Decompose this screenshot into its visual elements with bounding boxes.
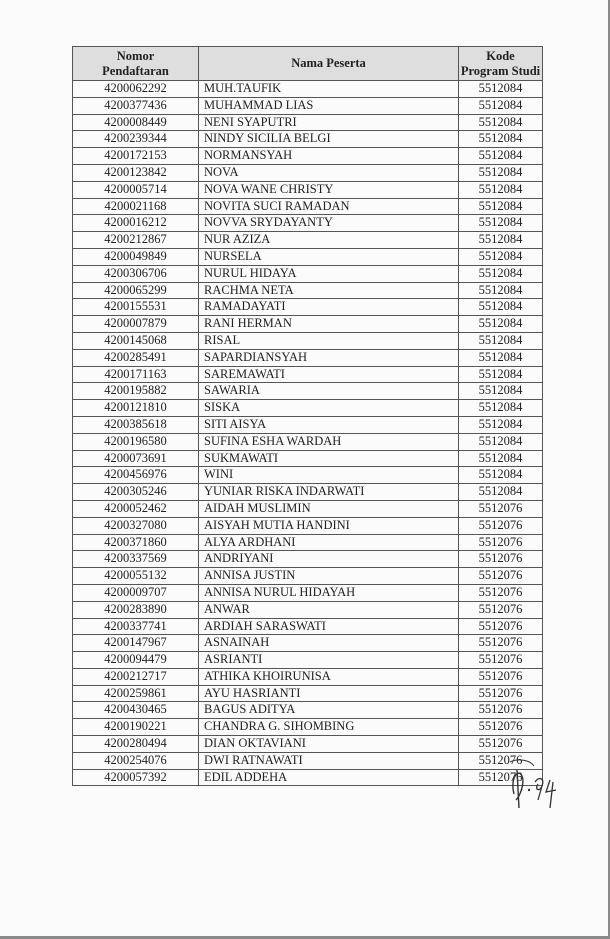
cell-nama-peserta: ASNAINAH (199, 635, 459, 652)
cell-nomor-pendaftaran: 4200094479 (73, 652, 199, 669)
cell-kode-program-studi: 5512084 (459, 248, 543, 265)
table-row (73, 164, 543, 181)
cell-nomor-pendaftaran: 4200052462 (73, 500, 199, 517)
cell-nama-peserta: NOVVA SRYDAYANTY (199, 215, 459, 232)
cell-nama-peserta: SAPARDIANSYAH (199, 349, 459, 366)
cell-kode-program-studi: 5512084 (459, 164, 543, 181)
table-row (73, 584, 543, 601)
cell-nama-peserta: NINDY SICILIA BELGI (199, 131, 459, 148)
cell-nomor-pendaftaran: 4200123842 (73, 164, 199, 181)
cell-kode-program-studi: 5512084 (459, 467, 543, 484)
cell-nomor-pendaftaran: 4200254076 (73, 752, 199, 769)
table-row (73, 668, 543, 685)
cell-nama-peserta: YUNIAR RISKA INDARWATI (199, 484, 459, 501)
cell-nomor-pendaftaran: 4200065299 (73, 282, 199, 299)
header-nomor-line1: Nomor (116, 48, 155, 63)
table-row (73, 484, 543, 501)
table-row (73, 551, 543, 568)
cell-nomor-pendaftaran: 4200305246 (73, 484, 199, 501)
cell-nomor-pendaftaran: 4200073691 (73, 450, 199, 467)
cell-kode-program-studi: 5512076 (459, 769, 543, 786)
cell-kode-program-studi: 5512076 (459, 601, 543, 618)
table-row (73, 232, 543, 249)
participants-table (72, 46, 543, 786)
cell-nama-peserta: SAWARIA (199, 383, 459, 400)
cell-kode-program-studi: 5512084 (459, 282, 543, 299)
cell-kode-program-studi: 5512076 (459, 618, 543, 635)
table-row (73, 299, 543, 316)
table-row (73, 635, 543, 652)
cell-nama-peserta: NOVA (199, 164, 459, 181)
cell-nama-peserta: NOVITA SUCI RAMADAN (199, 198, 459, 215)
table-row (73, 148, 543, 165)
cell-kode-program-studi: 5512076 (459, 584, 543, 601)
cell-nomor-pendaftaran: 4200155531 (73, 299, 199, 316)
table-row (73, 81, 543, 98)
cell-nomor-pendaftaran: 4200016212 (73, 215, 199, 232)
cell-nama-peserta: AYU HASRIANTI (199, 685, 459, 702)
header-kode-program-studi (459, 47, 543, 81)
cell-nama-peserta: NUR AZIZA (199, 232, 459, 249)
cell-kode-program-studi: 5512076 (459, 551, 543, 568)
table-row (73, 618, 543, 635)
cell-nomor-pendaftaran: 4200212717 (73, 668, 199, 685)
cell-nama-peserta: ANNISA JUSTIN (199, 568, 459, 585)
table-row (73, 500, 543, 517)
table-row (73, 450, 543, 467)
cell-nama-peserta: SITI AISYA (199, 416, 459, 433)
cell-nama-peserta: RAMADAYATI (199, 299, 459, 316)
cell-nama-peserta: BAGUS ADITYA (199, 702, 459, 719)
cell-kode-program-studi: 5512084 (459, 349, 543, 366)
cell-kode-program-studi: 5512084 (459, 316, 543, 333)
cell-kode-program-studi: 5512076 (459, 500, 543, 517)
table-row (73, 534, 543, 551)
cell-kode-program-studi: 5512084 (459, 97, 543, 114)
cell-nomor-pendaftaran: 4200280494 (73, 736, 199, 753)
cell-kode-program-studi: 5512076 (459, 635, 543, 652)
table-row (73, 702, 543, 719)
cell-nomor-pendaftaran: 4200021168 (73, 198, 199, 215)
header-nomor-line2: Pendaftaran (102, 63, 169, 78)
cell-nomor-pendaftaran: 4200057392 (73, 769, 199, 786)
table-row (73, 601, 543, 618)
cell-nama-peserta: DWI RATNAWATI (199, 752, 459, 769)
cell-nama-peserta: RANI HERMAN (199, 316, 459, 333)
cell-nama-peserta: SUKMAWATI (199, 450, 459, 467)
cell-kode-program-studi: 5512076 (459, 719, 543, 736)
cell-nomor-pendaftaran: 4200049849 (73, 248, 199, 265)
cell-nama-peserta: NURUL HIDAYA (199, 265, 459, 282)
cell-nama-peserta: ATHIKA KHOIRUNISA (199, 668, 459, 685)
cell-nama-peserta: ALYA ARDHANI (199, 534, 459, 551)
table-row (73, 114, 543, 131)
table-row (73, 215, 543, 232)
cell-kode-program-studi: 5512076 (459, 652, 543, 669)
table-row (73, 652, 543, 669)
cell-nomor-pendaftaran: 4200171163 (73, 366, 199, 383)
table-row (73, 736, 543, 753)
cell-nama-peserta: DIAN OKTAVIANI (199, 736, 459, 753)
table-row (73, 248, 543, 265)
table-row (73, 97, 543, 114)
cell-nama-peserta: SUFINA ESHA WARDAH (199, 433, 459, 450)
cell-nama-peserta: SAREMAWATI (199, 366, 459, 383)
cell-nomor-pendaftaran: 4200456976 (73, 467, 199, 484)
header-nomor-pendaftaran (73, 47, 199, 81)
table-row (73, 282, 543, 299)
cell-nomor-pendaftaran: 4200121810 (73, 400, 199, 417)
cell-nama-peserta: SISKA (199, 400, 459, 417)
cell-nomor-pendaftaran: 4200007879 (73, 316, 199, 333)
table-row (73, 131, 543, 148)
cell-nama-peserta: ANDRIYANI (199, 551, 459, 568)
handwritten-initials-icon (500, 756, 570, 816)
cell-nama-peserta: RISAL (199, 332, 459, 349)
table-row (73, 752, 543, 769)
cell-nomor-pendaftaran: 4200239344 (73, 131, 199, 148)
cell-kode-program-studi: 5512076 (459, 752, 543, 769)
cell-nomor-pendaftaran: 4200008449 (73, 114, 199, 131)
table-row (73, 685, 543, 702)
cell-nomor-pendaftaran: 4200055132 (73, 568, 199, 585)
cell-kode-program-studi: 5512084 (459, 265, 543, 282)
header-kode-line2: Program Studi (460, 63, 541, 78)
cell-nama-peserta: NURSELA (199, 248, 459, 265)
cell-nama-peserta: NORMANSYAH (199, 148, 459, 165)
table-row (73, 416, 543, 433)
cell-kode-program-studi: 5512076 (459, 736, 543, 753)
cell-nama-peserta: ANWAR (199, 601, 459, 618)
table-row (73, 349, 543, 366)
cell-nomor-pendaftaran: 4200190221 (73, 719, 199, 736)
cell-nama-peserta: ANNISA NURUL HIDAYAH (199, 584, 459, 601)
cell-nama-peserta: EDIL ADDEHA (199, 769, 459, 786)
cell-nomor-pendaftaran: 4200172153 (73, 148, 199, 165)
cell-nama-peserta: AIDAH MUSLIMIN (199, 500, 459, 517)
cell-kode-program-studi: 5512084 (459, 366, 543, 383)
cell-kode-program-studi: 5512084 (459, 181, 543, 198)
cell-nomor-pendaftaran: 4200062292 (73, 81, 199, 98)
cell-nama-peserta: MUH.TAUFIK (199, 81, 459, 98)
cell-nomor-pendaftaran: 4200005714 (73, 181, 199, 198)
cell-nomor-pendaftaran: 4200145068 (73, 332, 199, 349)
table-row (73, 198, 543, 215)
cell-nomor-pendaftaran: 4200306706 (73, 265, 199, 282)
cell-nomor-pendaftaran: 4200259861 (73, 685, 199, 702)
cell-kode-program-studi: 5512084 (459, 148, 543, 165)
cell-nama-peserta: CHANDRA G. SIHOMBING (199, 719, 459, 736)
cell-nomor-pendaftaran: 4200283890 (73, 601, 199, 618)
cell-kode-program-studi: 5512084 (459, 400, 543, 417)
table-row (73, 181, 543, 198)
cell-kode-program-studi: 5512084 (459, 383, 543, 400)
cell-nomor-pendaftaran: 4200327080 (73, 517, 199, 534)
cell-nomor-pendaftaran: 4200147967 (73, 635, 199, 652)
cell-kode-program-studi: 5512084 (459, 232, 543, 249)
table-row (73, 316, 543, 333)
cell-kode-program-studi: 5512084 (459, 114, 543, 131)
cell-nama-peserta: RACHMA NETA (199, 282, 459, 299)
cell-kode-program-studi: 5512084 (459, 131, 543, 148)
cell-kode-program-studi: 5512076 (459, 668, 543, 685)
table-row (73, 332, 543, 349)
table-row (73, 719, 543, 736)
header-row (73, 47, 543, 81)
cell-kode-program-studi: 5512084 (459, 416, 543, 433)
cell-kode-program-studi: 5512076 (459, 702, 543, 719)
cell-nama-peserta: AISYAH MUTIA HANDINI (199, 517, 459, 534)
cell-nomor-pendaftaran: 4200385618 (73, 416, 199, 433)
cell-kode-program-studi: 5512084 (459, 484, 543, 501)
cell-kode-program-studi: 5512076 (459, 534, 543, 551)
table-body (73, 81, 543, 786)
table-row (73, 366, 543, 383)
cell-kode-program-studi: 5512084 (459, 215, 543, 232)
cell-nomor-pendaftaran: 4200212867 (73, 232, 199, 249)
table-row (73, 383, 543, 400)
cell-nama-peserta: NOVA WANE CHRISTY (199, 181, 459, 198)
cell-kode-program-studi: 5512084 (459, 198, 543, 215)
cell-kode-program-studi: 5512084 (459, 450, 543, 467)
cell-nomor-pendaftaran: 4200337569 (73, 551, 199, 568)
header-kode-line1: Kode (486, 48, 515, 63)
cell-nomor-pendaftaran: 4200337741 (73, 618, 199, 635)
cell-nomor-pendaftaran: 4200377436 (73, 97, 199, 114)
cell-nama-peserta: MUHAMMAD LIAS (199, 97, 459, 114)
header-nama-peserta (199, 47, 459, 81)
cell-nomor-pendaftaran: 4200285491 (73, 349, 199, 366)
table-row (73, 769, 543, 786)
cell-nama-peserta: WINI (199, 467, 459, 484)
cell-nomor-pendaftaran: 4200195882 (73, 383, 199, 400)
cell-kode-program-studi: 5512084 (459, 81, 543, 98)
table-row (73, 467, 543, 484)
table-row (73, 265, 543, 282)
cell-kode-program-studi: 5512084 (459, 433, 543, 450)
cell-kode-program-studi: 5512084 (459, 299, 543, 316)
cell-nama-peserta: ASRIANTI (199, 652, 459, 669)
cell-nomor-pendaftaran: 4200430465 (73, 702, 199, 719)
table-row (73, 517, 543, 534)
table-row (73, 433, 543, 450)
cell-nama-peserta: ARDIAH SARASWATI (199, 618, 459, 635)
table-header (73, 47, 543, 81)
cell-nomor-pendaftaran: 4200196580 (73, 433, 199, 450)
table-row (73, 400, 543, 417)
header-nama-label: Nama Peserta (291, 56, 366, 70)
table-row (73, 568, 543, 585)
cell-nomor-pendaftaran: 4200009707 (73, 584, 199, 601)
cell-kode-program-studi: 5512076 (459, 568, 543, 585)
cell-nomor-pendaftaran: 4200371860 (73, 534, 199, 551)
cell-kode-program-studi: 5512076 (459, 685, 543, 702)
cell-kode-program-studi: 5512084 (459, 332, 543, 349)
cell-nama-peserta: NENI SYAPUTRI (199, 114, 459, 131)
cell-kode-program-studi: 5512076 (459, 517, 543, 534)
